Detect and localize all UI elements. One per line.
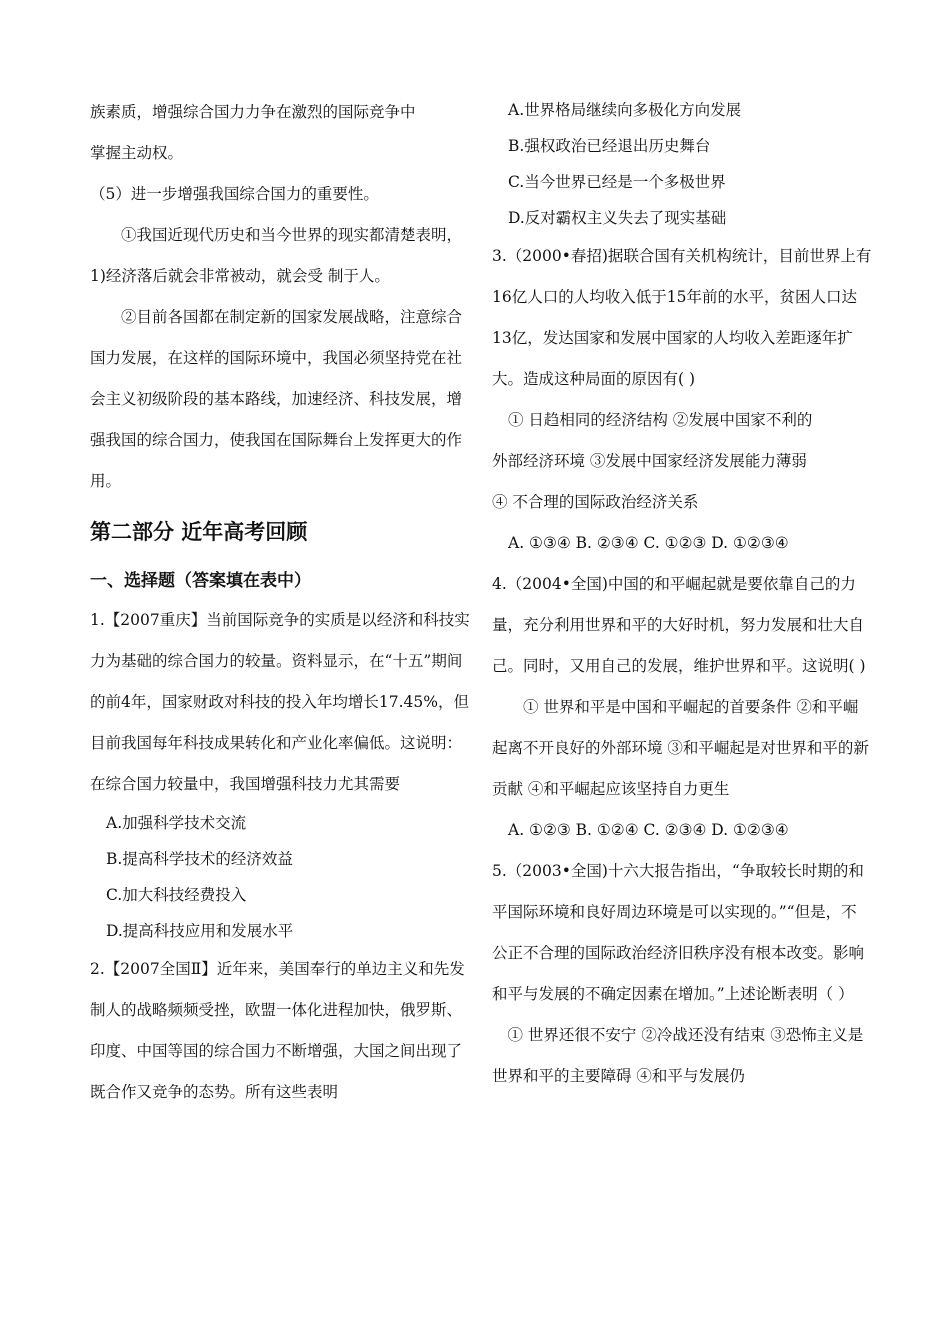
item-5-point-2: ②目前各国都在制定新的国家发展战略，注意综合国力发展，在这样的国际环境中，我国必须坚持党在社会主义初级阶段的基本路线，加速经济、科技发展，增强我国的综合国力，使我国在国际舞台上发挥更大的作用。 — [90, 308, 463, 490]
question-1-option-b: B.提高科学技术的经济效益 — [106, 850, 293, 868]
question-2-option-d: D.反对霸权主义失去了现实基础 — [508, 209, 727, 227]
question-2-option-b: B.强权政治已经退出历史舞台 — [508, 137, 711, 155]
paragraph-continuation-end: 掌握主动权。 — [90, 144, 184, 162]
question-1-option-a: A.加强科学技术交流 — [106, 814, 247, 832]
left-column — [90, 92, 470, 1113]
question-4-stem: 4.（2004•全国)中国的和平崛起就是要依靠自己的力量，充分利用世界和平的大好时机，努力发展和壮大自己。同时，又用自己的发展，维护世界和平。这说明( ) — [492, 575, 866, 675]
question-5-items: ① 世界还很不安宁 ②冷战还没有结束 ③恐怖主义是世界和平的主要障碍 ④和平与发展仍 — [492, 1026, 864, 1085]
question-1-stem: 1.【2007重庆】当前国际竞争的实质是以经济和科技实力为基础的综合国力的较量。资料显示，在“十五”期间的前4年，国家财政对科技的投入年均增长17.45%，但目前我国每年科技成果转化和产业化率偏低。这说明：在综合国力较量中，我国增强科技力尤其需要 — [90, 611, 470, 793]
question-3-items-line-3: ④ 不合理的国际政治经济关系 — [492, 493, 699, 511]
section-heading: 一、选择题（答案填在表中） — [90, 571, 311, 591]
item-5-point-1: ①我国近现代历史和当今世界的现实都清楚表明，1)经济落后就会非常被动，就会受 制于人。 — [90, 226, 463, 285]
question-3-answer-choices: A. ①③④ B. ②③④ C. ①②③ D. ①②③④ — [508, 534, 789, 552]
item-5-title: （5）进一步增强我国综合国力的重要性。 — [90, 185, 379, 203]
question-3-items-line-2: 外部经济环境 ③发展中国家经济发展能力薄弱 — [492, 452, 807, 470]
right-column — [492, 92, 872, 1097]
question-5-stem: 5.（2003•全国)十六大报告指出，“争取较长时期的和平国际环境和良好周边环境是可以实现的。”“但是，不公正不合理的国际政治经济旧秩序没有根本改变。影响和平与发展的不确定因素在增加。”上述论断表明（ ） — [492, 862, 865, 1003]
question-3-stem: 3.（2000•春招)据联合国有关机构统计，目前世界上有16亿人口的人均收入低于15年前的水平，贫困人口达13亿，发达国家和发展中国家的人均收入差距逐年扩大。造成这种局面的原因有( ) — [492, 247, 872, 388]
question-1-option-c: C.加大科技经费投入 — [106, 886, 247, 904]
question-2-stem: 2.【2007全国Ⅱ】近年来，美国奉行的单边主义和先发制人的战略频频受挫，欧盟一体化进程加快，俄罗斯、印度、中国等国的综合国力不断增强，大国之间出现了既合作又竞争的态势。所有这些表明 — [90, 960, 465, 1101]
question-4-items: ① 世界和平是中国和平崛起的首要条件 ②和平崛起离不开良好的外部环境 ③和平崛起是对世界和平的新贡献 ④和平崛起应该坚持自力更生 — [492, 698, 869, 798]
part-heading: 第二部分 近年高考回顾 — [90, 520, 308, 544]
paragraph-continuation: 族素质，增强综合国力力争在激烈的国际竞争中 — [90, 103, 416, 121]
question-2-option-c: C.当今世界已经是一个多极世界 — [508, 173, 726, 191]
question-2-option-a: A.世界格局继续向多极化方向发展 — [508, 101, 742, 119]
question-1-option-d: D.提高科技应用和发展水平 — [106, 922, 294, 940]
question-4-answer-choices: A. ①②③ B. ①②④ C. ②③④ D. ①②③④ — [508, 821, 789, 839]
question-3-items-line-1: ① 日趋相同的经济结构 ②发展中国家不利的 — [508, 411, 813, 429]
